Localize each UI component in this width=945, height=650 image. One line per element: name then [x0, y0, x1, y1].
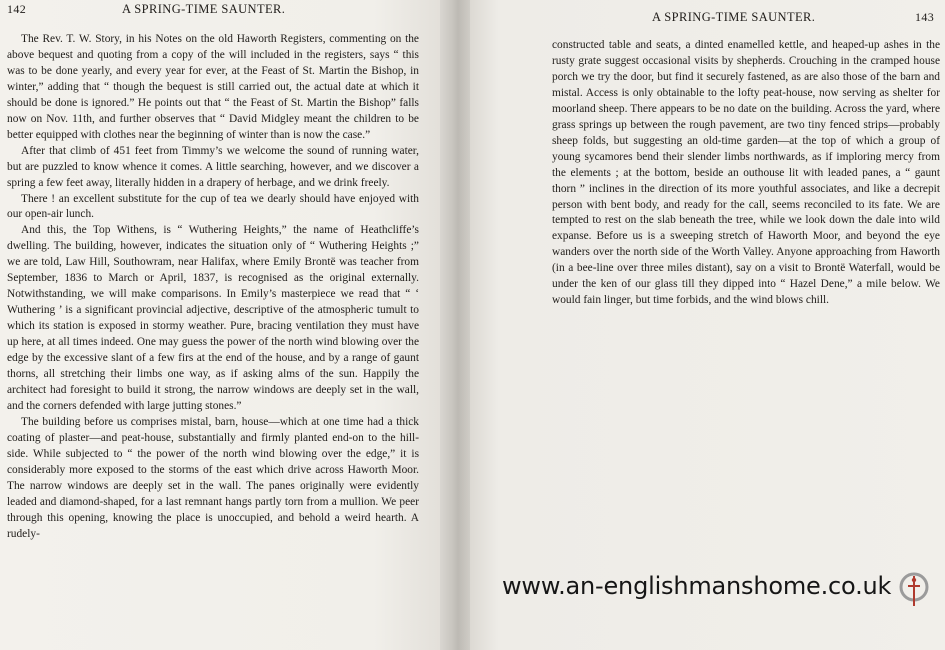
right-body-text — [552, 38, 940, 309]
paragraph: And this, the Top Withens, is “ Wuthering Heights,” the name of Heathcliffe’s dwelling. The building, however, indicates the situation only of “ Wuthering Heights ;” we are told, Law Hill, Southowram, near Halifax, where Emily Brontë was teacher from September, 1836 to March or April, 1837, is recognised as the original externally. Notwithstanding, we will make comparisons. In Emily’s masterpiece we read that “ ‘ Wuthering ’ is a significant provincial adjective, descriptive of the atmospheric tumult to which its station is exposed in stormy weather. Pure, bracing ventilation they must have up here, at all times indeed. One may guess the power of the north wind blowing over the edge by the excessive slant of a few firs at the end of the house, and by a range of gaunt thorns, all stretching their limbs one way, as if asking alms of the sun. Happily the architect had foresight to build it strong, the narrow windows are deeply set in the wall, and the corners defended with large jutting stones.” — [7, 224, 419, 412]
left-page — [0, 0, 440, 650]
right-page-number: 143 — [915, 10, 935, 24]
paragraph: constructed table and seats, a dinted enamelled kettle, and heaped-up ashes in the rusty grate suggest occasional visits by shepherds. Crouching in the cramped house porch we try the door, but find it securely fastened, as are also those of the barn and mistal. Access is only obtainable to the lofty peat-house, now serving as shelter for moorland sheep. There appears to be no date on the building. Across the yard, where grass springs up between the rough pavement, are two tiny fenced strips—probably sheep folds, but suggesting an old-time garden—at the top of which a group of young sycamores bend their slender limbs northwards, as if imploring mercy from the elements ; at the bottom, beside an outhouse lit with leaded panes, a “ gaunt thorn ” inclines in the direction of its more youthful associates, and like a decrepit person with bent body, and ready for the call, seems reconciled to its fate. We are tempted to rest on the slab beneath the tree, while we look down the dale into wild expanse. Before us is a sweeping stretch of Haworth Moor, and beyond the eye wanders over the north side of the Worth Valley. Anyone approaching from Haworth (in a bee-line over three miles distant), say on a visit to Brontë Waterfall, would be under the ken of our glass till they dipped into “ Hazel Dene,” a mile below. We would fain linger, but time forbids, and the wind blows chill. — [552, 39, 940, 307]
site-logo-icon — [898, 570, 932, 610]
left-body-text — [7, 32, 419, 543]
paragraph: The Rev. T. W. Story, in his Notes on the old Haworth Registers, commenting on the above bequest and quoting from a copy of the will included in the registers, says “ this was to be done yearly, and every year for ever, at the Feast of St. Martin the Bishop, in winter,” adding that “ though the bequest is still carried out, the actual date at which it should be done is ignored.” He points out that “ the Feast of St. Martin the Bishop” falls now on Nov. 11th, and further observes that “ David Midgley meant the children to be better equipped with clothes near the beginning of winter than is now the case.” — [7, 33, 419, 141]
paragraph: The building before us comprises mistal, barn, house—which at one time had a thick coating of plaster—and peat-house, substantially and firmly planted end-on to the hill-side. While subjected to “ the power of the north wind blowing over the edge,” it is considerably more exposed to the storms of the east which drive across Haworth Moor. The narrow windows are deeply set in the wall. The panes originally were evidently leaded and diamond-shaped, for a last remnant hangs partly torn from a mullion. We peer through this opening, knowing the place is unoccupied, and behold a weird hearth. A rudely- — [7, 415, 419, 540]
paragraph: There ! an excellent substitute for the cup of tea we dearly should have enjoyed with our open-air lunch. — [7, 192, 419, 221]
left-page-number: 142 — [7, 2, 27, 16]
right-running-head: A SPRING-TIME SAUNTER. — [652, 10, 816, 24]
left-running-head: A SPRING-TIME SAUNTER. — [122, 2, 286, 16]
right-page — [470, 0, 945, 650]
website-watermark: www.an-englishmanshome.co.uk — [502, 572, 892, 600]
book-gutter — [440, 0, 470, 650]
paragraph: After that climb of 451 feet from Timmy’s we welcome the sound of running water, but are puzzled to know whence it comes. A little searching, however, and we discover a spring a few feet away, literally hidden in a drapery of herbage, and we drink freely. — [7, 144, 419, 189]
